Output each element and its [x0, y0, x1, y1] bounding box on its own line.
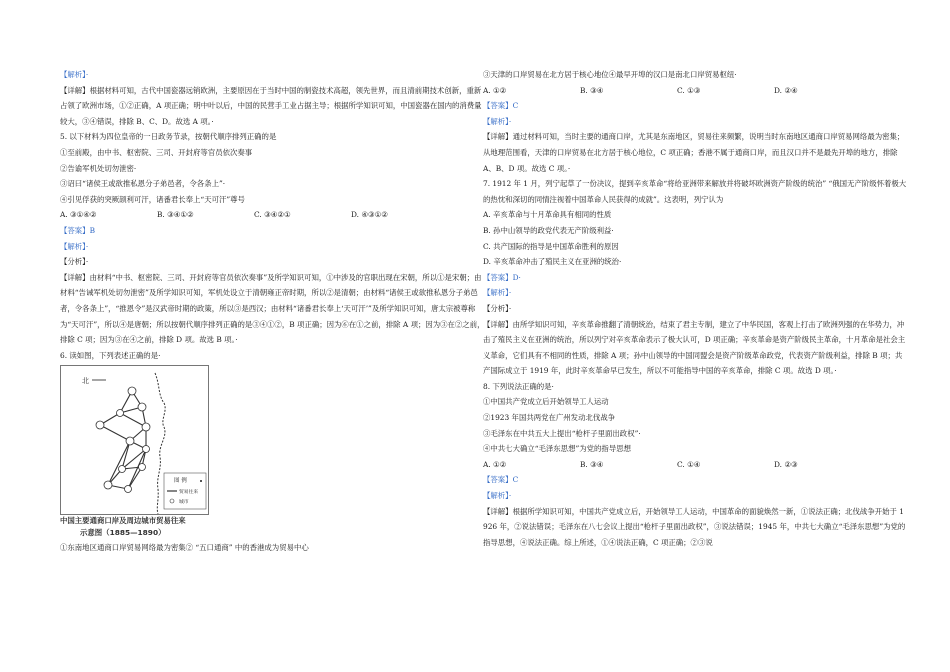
left-column — [60, 67, 485, 556]
trade-map-figure — [60, 365, 215, 540]
legend-city-symbol — [170, 499, 174, 503]
q8-detail: 【详解】根据所学知识可知，中国共产党成立后，开始领导工人运动，中国革命的面貌焕然一新，①说法正确；北伐战争开始于 1926 年，②说法错误；毛泽东在八七会议上提出“枪杆子里面出政权”，③说法错误；1945 年，中共七大确立“毛泽东思想”为党的指导思想，④说法正确。综上所述，①④说法正确，C 项正确；②③说 — [483, 506, 906, 547]
q5-options — [60, 207, 485, 223]
q5-fenxi: 【分析】· — [60, 257, 89, 267]
q5-analysis-tag: 【解析】· — [60, 241, 89, 251]
q6-option-a: A. ①② — [483, 85, 507, 95]
q8-item-4: ④中共七大确立“毛泽东思想”为党的指导思想 — [483, 444, 631, 454]
q7-answer: 【答案】D· — [483, 272, 521, 282]
q8-option-c: C. ①④ — [677, 459, 701, 469]
q8-option-d: D. ②③ — [774, 459, 798, 469]
q6-option-b: B. ③④ — [580, 85, 604, 95]
q5-option-c: C. ③④②① — [254, 210, 291, 220]
stray-mark — [200, 480, 202, 482]
q8-item-3: ③毛泽东在中共五大上提出“枪杆子里面出政权”· — [483, 428, 641, 438]
q8-item-2: ②1923 年国共两党在广州发动北伐战争 — [483, 413, 616, 423]
q6-question: 6. 读如图，下列表述正确的是· — [60, 350, 161, 360]
q8-question: 8. 下列说法正确的是· — [483, 381, 554, 391]
legend-city: 城市 — [179, 500, 189, 506]
q6-statement-2: ③天津的口岸贸易在北方居于核心地位④最早开埠的汉口是南北口岸贸易枢纽· — [483, 70, 737, 79]
map-caption-2: 示意图（1885—1890） — [80, 528, 166, 538]
q5-item-2: ②告谕军机处切勿泄密· — [60, 163, 137, 173]
q8-item-1: ①中国共产党成立后开始领导工人运动 — [483, 397, 609, 407]
q8-answer: 【答案】C — [483, 475, 519, 485]
q6-option-d: D. ②④ — [774, 85, 798, 95]
trade-map — [60, 365, 215, 515]
q5-detail: 【详解】由材料“中书、枢密院、三司、开封府等官员依次奏事”及所学知识可知，①中涉及的官职出现在宋朝，所以①是宋朝；由材料“告诫军机处切勿泄密”及所学知识可知，军机处设立于清朝雍正帝时期，所以②是清朝；由材料“诸侯王或欲推私恩分子弟邑者，令各条上”，“推恩令”是汉武帝时期的政策，所以③是西汉；由材料“诸番君长奉上‘天可汗’”及所学知识可知，唐太宗被尊称为“天可汗”，所以④是唐朝；所以按朝代顺序排列正确的是③④①②，B 项正确；因为⑥在①之前，排除 A 项；因为③在②之前，排除 C 项；因为③在④之前，排除 D 项。故选 B 项。· — [60, 272, 485, 345]
q5-answer: 【答案】B — [60, 225, 95, 235]
q7-fenxi: 【分析】· — [483, 303, 512, 313]
q5-item-3: ③诏曰“诸侯王或欲推私恩分子弟邑者，令各条上”· — [60, 179, 226, 189]
q7-option-b: B. 孙中山领导的政党代表无产阶级利益· — [483, 225, 614, 235]
q6-option-c: C. ①③ — [677, 85, 701, 95]
q7-detail: 【详解】由所学知识可知，辛亥革命推翻了清朝统治，结束了君主专制，建立了中华民国，客观上打击了欧洲列强的在华势力，冲击了殖民主义在亚洲的统治，所以列宁对辛亥革命表示了极大认可，D 项正确；辛亥革命是资产阶级民主革命，十月革命是社会主义革命，它们具有不相同的性质，排除 A 项；孙中山领导的中国同盟会是资产阶级革命政党，代表资产阶级利益，排除 B 项；共产国际成立于 1919 年，此时辛亥革命早已发生，所以不可能指导中国的辛亥革命，排除 C 项。故选 D 项。· — [483, 319, 906, 376]
q5-item-4: ④引见俘获的突厥颉利可汗，诸番君长奉上“天可汗”尊号 — [60, 194, 245, 204]
q8-options — [483, 457, 908, 473]
legend-title: 图 例 — [174, 478, 187, 485]
legend-trade: 贸易往来 — [179, 490, 199, 496]
right-column — [483, 67, 908, 550]
q5-option-b: B. ③④①② — [157, 210, 194, 220]
q5-question: 5. 以下材料为四位皇帝的一日政务节录，按朝代顺序排列正确的是 — [60, 132, 277, 142]
q6-answer: 【答案】C — [483, 101, 519, 111]
q6-statement-1: ①东南地区通商口岸贸易网络最为密集② “五口通商” 中的香港成为贸易中心 — [60, 543, 309, 553]
q7-question: 7. 1912 年 1 月，列宁起草了一份决议，提到辛亥革命“将给亚洲带来解放并将破坏欧洲资产阶级的统治” “俄国无产阶级怀着极大的热忱和深切的同情注视着中国革命人民获得的成就”。这表明，列宁认为 — [483, 179, 907, 204]
q6-options — [483, 83, 908, 99]
q5-option-d: D. ④③①② — [351, 210, 388, 220]
q8-option-b: B. ③④ — [580, 459, 604, 469]
q7-analysis-tag: 【解析】· — [483, 288, 512, 298]
q6-analysis-tag: 【解析】· — [483, 116, 512, 126]
map-caption-1: 中国主要通商口岸及周边城市贸易往来 — [60, 516, 186, 526]
q7-option-c: C. 共产国际的指导是中国革命胜利的原因 — [483, 241, 619, 251]
q7-option-d: D. 辛亥革命冲击了殖民主义在亚洲的统治· — [483, 257, 622, 267]
analysis-tag: 【解析】· — [60, 70, 89, 79]
q4-detail: 【详解】根据材料可知，古代中国瓷器远销欧洲，主要原因在于当时中国的制瓷技术高超，领先世界，而且清前期技术创新，重新占领了欧洲市场，①②正确，A 项正确；明中叶以后，中国的民营手工业占据主导；根据所学知识可知，中国瓷器在国内的消费量较大，③④错误，排除 B、C、D。故选 A 项。· — [60, 85, 482, 126]
q5-item-1: ①至前殿，由中书、枢密院、三司、开封府等官员依次奏事 — [60, 147, 253, 157]
q5-option-a: A. ③①④② — [60, 210, 97, 220]
q8-analysis-tag: 【解析】· — [483, 491, 512, 501]
q7-option-a: A. 辛亥革命与十月革命具有相同的性质 — [483, 210, 612, 220]
north-label: 北 — [82, 377, 89, 386]
q8-option-a: A. ①② — [483, 459, 507, 469]
q6-detail: 【详解】通过材料可知，当时主要的通商口岸，尤其是东南地区，贸易往来频繁，说明当时东南地区通商口岸贸易网络最为密集；从地理范围看，天津的口岸贸易在北方居于核心地位，C 项正确；香港不属于通商口岸，而且汉口并不是最先开埠的地方，排除 A、B、D 项。故选 C 项。· — [483, 132, 905, 173]
